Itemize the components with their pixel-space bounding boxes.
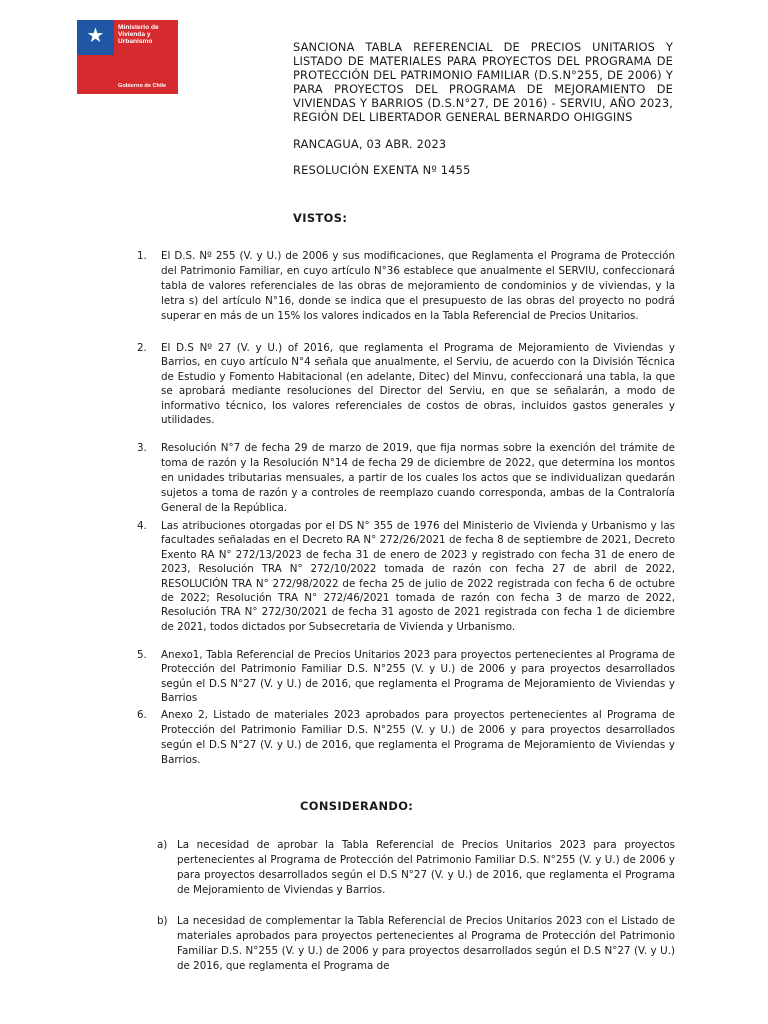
vistos-item-text: El D.S. Nº 255 (V. y U.) de 2006 y sus modificaciones, que Reglamenta el Programa de Protección del Patrimonio Familiar, en cuyo artículo N°36 establece que anualmente el SERVIU, confeccionará tabla de valores referenciales de las obras de mejoramiento de condominios y de viviendas, y la letra s) del artículo N°16, donde se indica que el presupuesto de las obras del proyecto no podrá superar en más de un 15% los valores indicados en la Tabla Referencial de Precios Unitarios. [161, 250, 675, 323]
vistos-item-number: 3. [137, 442, 147, 454]
vistos-item-5 [137, 648, 675, 706]
vistos-item-number: 1. [137, 250, 147, 262]
star-icon: ★ [86, 23, 105, 47]
considerando-item-text: La necesidad de complementar la Tabla Referencial de Precios Unitarios 2023 con el Listado de materiales aprobados para proyectos pertenecientes al Programa de Protección del Patrimonio Familiar D.S. N°255 (V. y U.) de 2006 y para proyectos desarrollados según el D.S N°27 (V. y U.) de 2016, que reglamenta el Programa de [177, 915, 675, 973]
vistos-item-text: Resolución N°7 de fecha 29 de marzo de 2019, que fija normas sobre la exención del trámite de toma de razón y la Resolución N°14 de fecha 29 de diciembre de 2022, que determina los montos en unidades tributarias mensuales, a partir de los cuales los actos que se individualizan quedarán sujetos a toma de razón y a controles de reemplazo cuando corresponda, ambas de la Contraloría General de la República. [161, 442, 675, 515]
considerando-item-a [157, 838, 675, 898]
place-date: RANCAGUA, 03 ABR. 2023 [293, 137, 447, 151]
ministry-logo [77, 20, 178, 94]
resolution-number: RESOLUCIÓN EXENTA Nº 1455 [293, 163, 471, 177]
considerando-heading: CONSIDERANDO: [300, 799, 414, 813]
vistos-item-number: 6. [137, 709, 147, 721]
vistos-item-number: 2. [137, 342, 147, 354]
considerando-item-b [157, 914, 675, 974]
vistos-item-text: Las atribuciones otorgadas por el DS N° 355 de 1976 del Ministerio de Vivienda y Urbanismo y las facultades señaladas en el Decreto RA N° 272/26/2021 de fecha 8 de septiembre de 2021, Decreto Exento RA N° 272/13/2023 de fecha 31 de enero de 2023 y registrado con fecha 31 de enero de 2023, Resolución TRA N° 272/10/2022 tomada de razón con fecha 27 de abril de 2022, RESOLUCIÓN TRA N° 272/98/2022 de fecha 25 de julio de 2022 registrada con fecha 6 de octubre de 2022; Resolución TRA N° 272/46/2021 tomada de razón con fecha 3 de marzo de 2022, Resolución TRA N° 272/30/2021 de fecha 31 agosto de 2021 registrada con fecha 1 de diciembre de 2021, todos dictados por Subsecretaria de Vivienda y Urbanismo. [161, 520, 675, 633]
vistos-item-2 [137, 341, 675, 427]
vistos-item-text: Anexo 2, Listado de materiales 2023 aprobados para proyectos pertenecientes al Programa de Protección del Patrimonio Familiar D.S. N°255 (V. y U.) de 2006 y para proyectos desarrollados según el D.S N°27 (V. y U.) de 2016, que reglamenta el Programa de Mejoramiento de Viviendas y Barrios. [161, 709, 675, 767]
vistos-heading: VISTOS: [293, 211, 348, 225]
vistos-item-text: El D.S Nº 27 (V. y U.) of 2016, que reglamenta el Programa de Mejoramiento de Viviendas y Barrios, en cuyo artículo N°4 señala que anualmente, el Serviu, de acuerdo con la División Técnica de Estudio y Fomento Habitacional (en adelante, Ditec) del Minvu, confeccionará una tabla, la que se aprobará mediante resoluciones del Director del Serviu, en que se señalarán, a modo de informativo técnico, los valores referenciales de costos de obras, incluidos gastos generales y utilidades. [161, 342, 675, 427]
logo-red-block [77, 55, 114, 94]
vistos-item-1 [137, 249, 675, 324]
vistos-item-4 [137, 519, 675, 634]
vistos-item-text: Anexo1, Tabla Referencial de Precios Unitarios 2023 para proyectos pertenecientes al Programa de Protección del Patrimonio Familiar D.S. N°255 (V. y U.) de 2006 y para proyectos desarrollados según el D.S N°27 (V. y U.) de 2016, que reglamenta el Programa de Mejoramiento de Viviendas y Barrios [161, 649, 675, 705]
vistos-item-3 [137, 441, 675, 516]
considerando-item-letter: a) [157, 839, 168, 851]
vistos-item-6 [137, 708, 675, 768]
vistos-item-number: 4. [137, 520, 147, 532]
logo-ministry-name: Ministerio de Vivienda y Urbanismo [118, 24, 159, 46]
logo-government-name: Gobierno de Chile [118, 83, 167, 89]
document-title: SANCIONA TABLA REFERENCIAL DE PRECIOS UNITARIOS Y LISTADO DE MATERIALES PARA PROYECTOS DEL PROGRAMA DE PROTECCIÓN DEL PATRIMONIO FAMILIAR (D.S.N°255, DE 2006) Y PARA PROYECTOS DEL PROGRAMA DE MEJORAMIENTO DE VIVIENDAS Y BARRIOS (D.S.N°27, DE 2016) - SERVIU, AÑO 2023, REGIÓN DEL LIBERTADOR GENERAL BERNARDO OHIGGINS [293, 40, 673, 124]
considerando-item-text: La necesidad de aprobar la Tabla Referencial de Precios Unitarios 2023 para proyectos pertenecientes al Programa de Protección del Patrimonio Familiar D.S. N°255 (V. y U.) de 2006 y para proyectos desarrollados según el D.S N°27 (V. y U.) de 2016, que reglamenta el Programa de Mejoramiento de Viviendas y Barrios. [177, 839, 675, 897]
considerando-item-letter: b) [157, 915, 168, 927]
vistos-item-number: 5. [137, 649, 147, 661]
